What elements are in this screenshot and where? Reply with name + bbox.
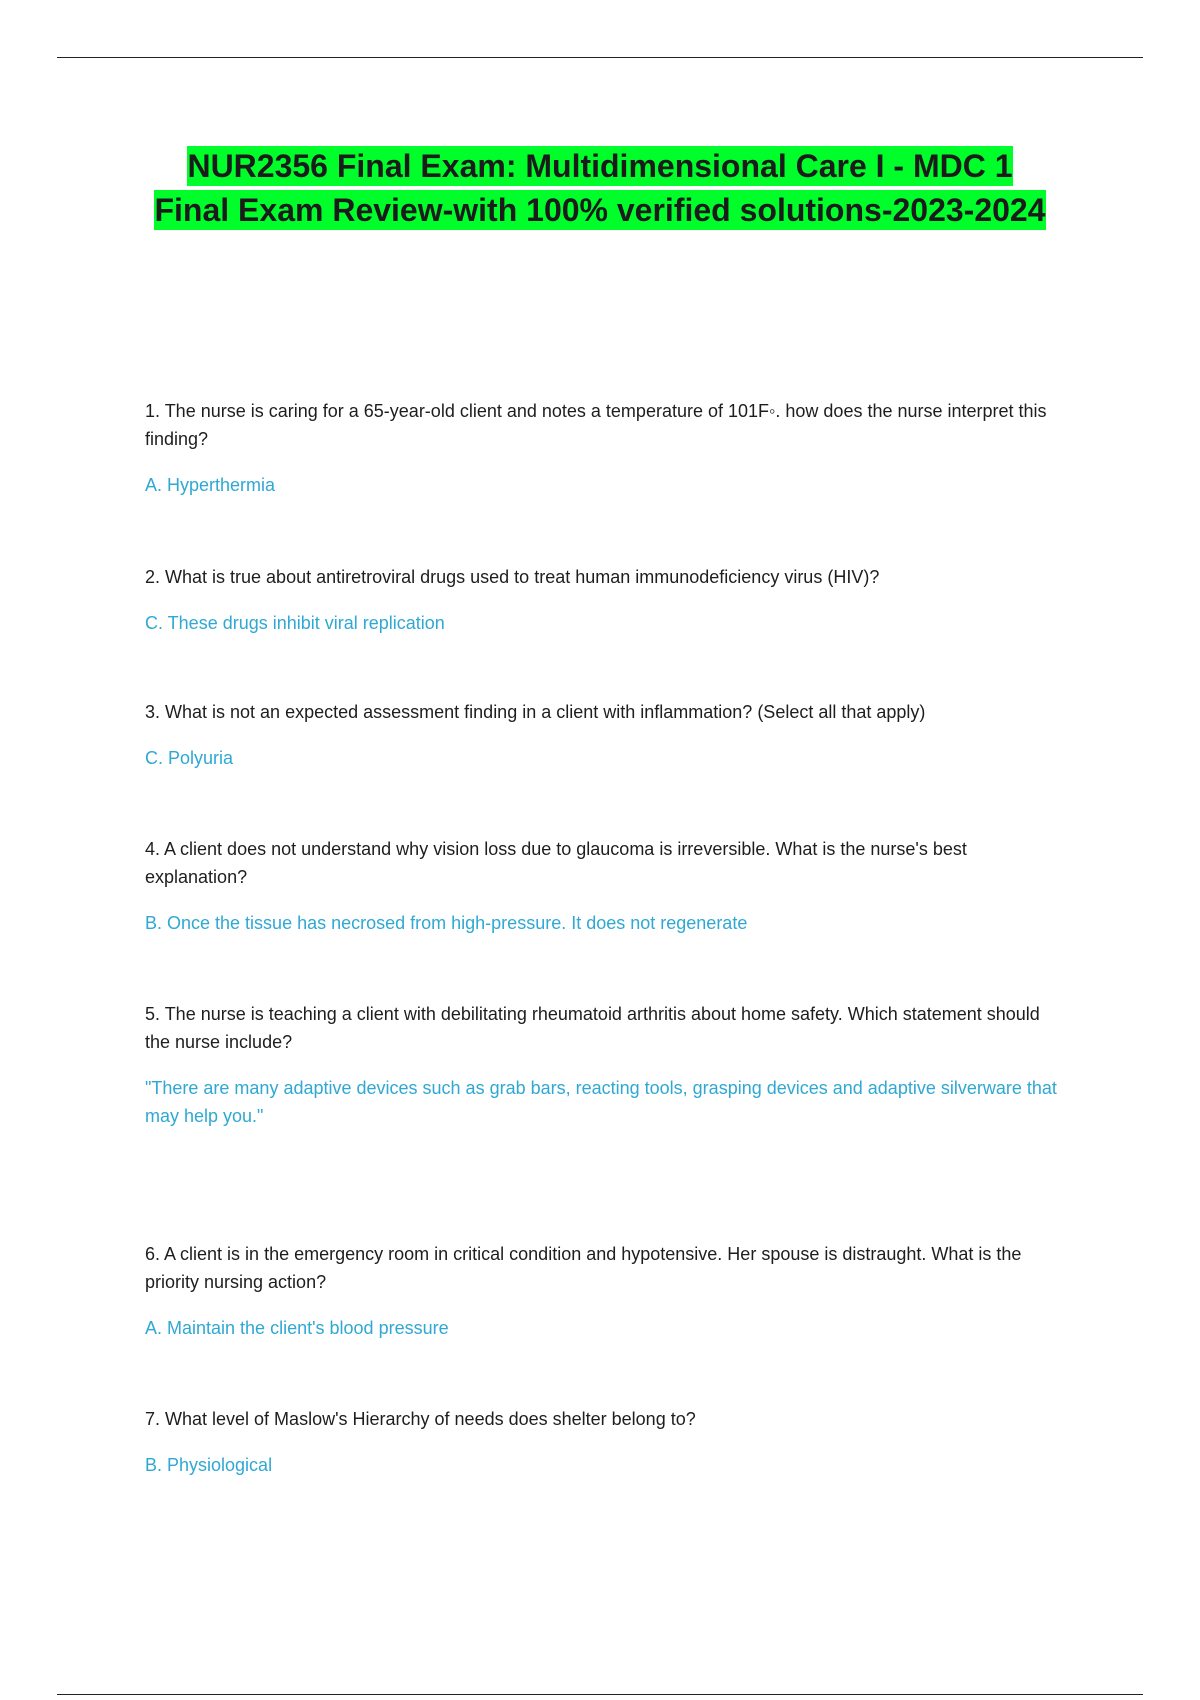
question-block-1 bbox=[145, 397, 1065, 499]
question-text: 7. What level of Maslow's Hierarchy of needs does shelter belong to? bbox=[145, 1409, 696, 1429]
document-title-text: NUR2356 Final Exam: Multidimensional Care I - MDC 1 Final Exam Review-with 100% verified solutions-2023-2024 bbox=[154, 148, 1046, 228]
header-rule bbox=[57, 57, 1143, 58]
document-title bbox=[150, 144, 1050, 232]
answer-text: A. Maintain the client's blood pressure bbox=[145, 1318, 449, 1338]
answer-text: C. These drugs inhibit viral replication bbox=[145, 613, 445, 633]
question-block-5 bbox=[145, 1000, 1065, 1130]
question-text: 5. The nurse is teaching a client with debilitating rheumatoid arthritis about home safety. Which statement should the nurse include? bbox=[145, 1004, 1040, 1052]
footer-rule bbox=[57, 1694, 1143, 1695]
question-text: 2. What is true about antiretroviral drugs used to treat human immunodeficiency virus (HIV)? bbox=[145, 567, 880, 587]
answer-text: C. Polyuria bbox=[145, 748, 234, 768]
question-block-3 bbox=[145, 698, 1065, 772]
question-block-2 bbox=[145, 563, 1065, 637]
answer-text: "There are many adaptive devices such as grab bars, reacting tools, grasping devices and adaptive silverware that may help you." bbox=[145, 1078, 1057, 1126]
answer-text: B. Once the tissue has necrosed from high-pressure. It does not regenerate bbox=[145, 913, 748, 933]
question-text: 1. The nurse is caring for a 65-year-old client and notes a temperature of 101F◦. how does the nurse interpret this finding? bbox=[145, 401, 1047, 449]
question-block-7 bbox=[145, 1405, 1065, 1479]
question-text: 4. A client does not understand why vision loss due to glaucoma is irreversible. What is the nurse's best explanation? bbox=[145, 839, 967, 887]
question-text: 3. What is not an expected assessment finding in a client with inflammation? (Select all that apply) bbox=[145, 702, 926, 722]
answer-text: B. Physiological bbox=[145, 1455, 273, 1475]
answer-text: A. Hyperthermia bbox=[145, 475, 276, 495]
question-text: 6. A client is in the emergency room in critical condition and hypotensive. Her spouse is distraught. What is the priority nursing action? bbox=[145, 1244, 1022, 1292]
question-block-4 bbox=[145, 835, 1065, 937]
question-block-6 bbox=[145, 1240, 1065, 1342]
